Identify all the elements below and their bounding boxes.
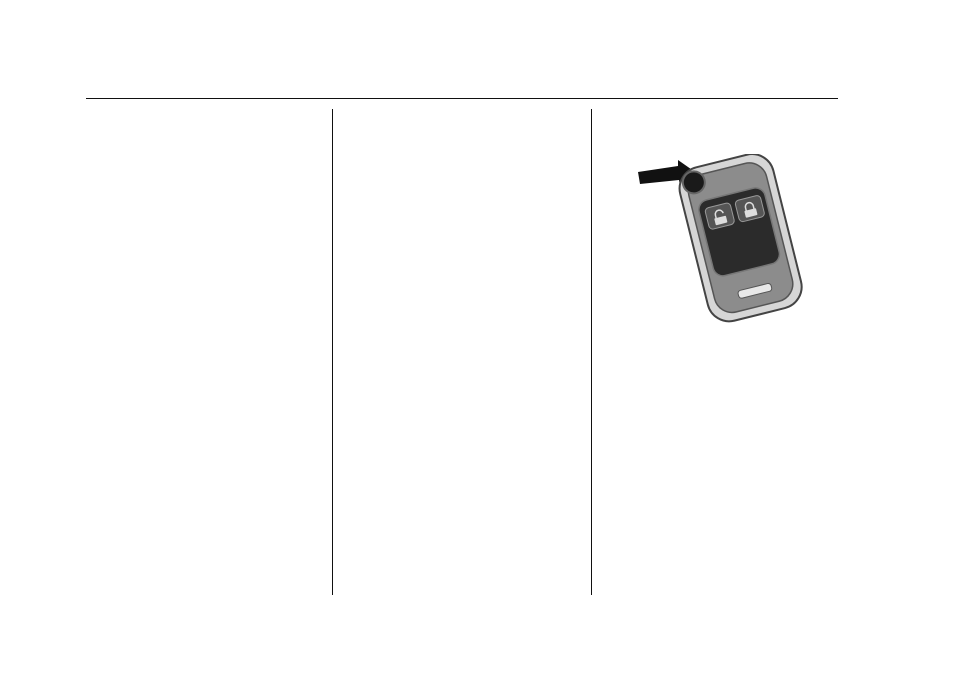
toc-column-1 bbox=[86, 110, 320, 174]
column-divider-2 bbox=[591, 109, 592, 595]
folding-key-icon bbox=[606, 154, 840, 330]
page-header bbox=[86, 72, 104, 92]
chapter-title bbox=[86, 110, 320, 147]
toc-column-2 bbox=[345, 110, 579, 114]
content-column bbox=[606, 110, 840, 338]
cross-reference bbox=[606, 124, 840, 140]
folding-key-illustration bbox=[606, 154, 840, 330]
column-divider-1 bbox=[332, 109, 333, 595]
header-rule bbox=[86, 98, 838, 99]
